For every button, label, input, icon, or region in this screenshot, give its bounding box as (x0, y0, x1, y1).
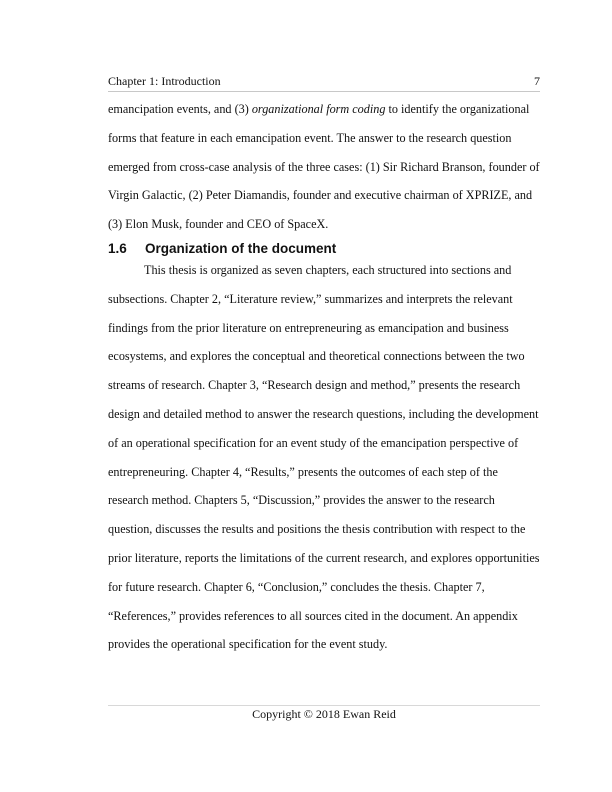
intro-paragraph-block (108, 95, 540, 239)
section-paragraph-text: This thesis is organized as seven chapters, each structured into sections and subsections. Chapter 2, “Literature review,” summarizes and interprets the relevant findings from the prior literature on entrepreneuring as emancipation and business ecosystems, and explores the conceptual and theoretical connections between the two streams of research. Chapter 3, “Research design and method,” presents the research design and detailed method to answer the research questions, including the development of an operational specification for an event study of the emancipation perspective of entrepreneuring. Chapter 4, “Results,” presents the outcomes of each step of the research method. Chapters 5, “Discussion,” provides the answer to the research question, discusses the results and positions the thesis contribution with respect to the prior literature, reports the limitations of the current research, and explores opportunities for future research. Chapter 6, “Conclusion,” concludes the thesis. Chapter 7, “References,” provides references to all sources cited in the document. An appendix provides the operational specification for the event study. (108, 263, 540, 652)
section-paragraph (108, 256, 540, 659)
intro-text-italic: organizational form coding (251, 102, 386, 116)
section-paragraph-block (108, 256, 540, 659)
intro-paragraph (108, 95, 540, 239)
section-number: 1.6 (108, 241, 127, 256)
header-chapter-title: Chapter 1: Introduction (108, 74, 221, 88)
intro-text-part2: to identify the organizational forms that feature in each emancipation event. The answer to the research question emerged from cross-case analysis of the three cases: (1) Sir Richard Branson, founder of Virgin Galactic, (2) Peter Diamandis, founder and executive chairman of XPRIZE, and (3) Elon Musk, founder and CEO of SpaceX. (108, 102, 540, 232)
footer-copyright: Copyright © 2018 Ewan Reid (252, 707, 396, 721)
page-footer (108, 706, 540, 722)
running-header (108, 73, 540, 89)
header-rule (108, 91, 540, 92)
header-page-number: 7 (534, 74, 540, 88)
section-title: Organization of the document (145, 241, 337, 256)
intro-text-part1: emancipation events, and (3) (108, 102, 252, 116)
